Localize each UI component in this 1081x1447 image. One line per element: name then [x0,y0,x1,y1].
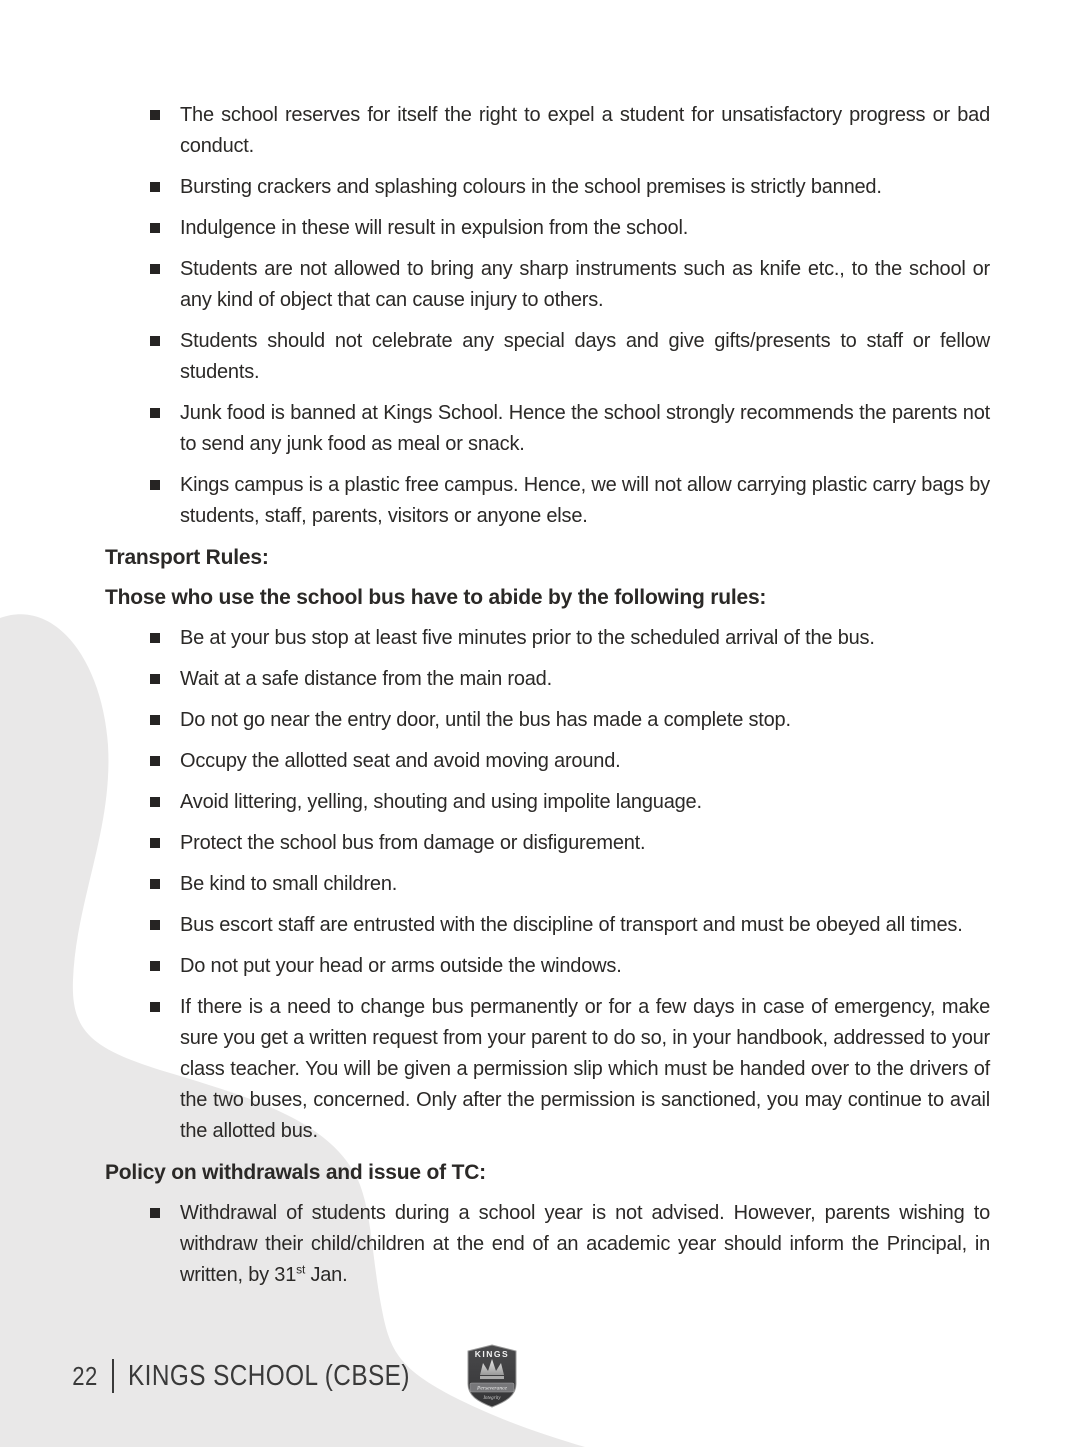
bullet-square-icon [150,715,160,725]
crown-base [480,1376,504,1379]
bullet-square-icon [150,920,160,930]
rule-text: Occupy the allotted seat and avoid moving around. [180,750,621,772]
list-item [150,910,990,941]
page-footer [70,1344,519,1408]
bullet-square-icon [150,480,160,490]
conduct-rules-list [105,100,990,532]
school-name: KINGS SCHOOL (CBSE) [127,1359,410,1392]
rule-text: Do not put your head or arms outside the windows. [180,955,622,977]
rule-text: Protect the school bus from damage or disfigurement. [180,832,646,854]
rule-text: The school reserves for itself the right to expel a student for unsatisfactory progress or bad conduct. [180,104,990,157]
rule-text [180,1198,990,1291]
list-item [150,213,990,244]
rule-text: If there is a need to change bus permanently or for a few days in case of emergency, make sure you get a written request from your parent to do so, in your handbook, addressed to your class teacher. You will be given a permission slip which must be handed over to the drivers of the two buses, concerned. Only after the permission is sanctioned, you may continue to avail the allotted bus. [180,996,990,1142]
bullet-square-icon [150,182,160,192]
bullet-square-icon [150,1208,160,1218]
list-item [150,1198,990,1291]
rule-text: Kings campus is a plastic free campus. Hence, we will not allow carrying plastic carry bags by students, staff, parents, visitors or anyone else. [180,474,990,527]
rule-text: Wait at a safe distance from the main road. [180,668,552,690]
logo-motto-perseverance: Perseverance [477,1385,508,1392]
list-item [150,172,990,203]
rule-text: Be kind to small children. [180,873,398,895]
page-number: 22 [72,1360,98,1391]
list-item [150,828,990,859]
list-item [150,992,990,1147]
bullet-square-icon [150,336,160,346]
bullet-square-icon [150,264,160,274]
rule-text: Bus escort staff are entrusted with the discipline of transport and must be obeyed all times. [180,914,963,936]
rule-text: Be at your bus stop at least five minutes prior to the scheduled arrival of the bus. [180,627,875,649]
bullet-square-icon [150,408,160,418]
withdrawal-text-before: Withdrawal of students during a school year is not advised. However, parents wishing to withdraw their child/children at the end of an academic year should inform the Principal, in written, by 31 [180,1202,990,1286]
bullet-square-icon [150,756,160,766]
list-item [150,470,990,532]
withdrawal-policy-list [105,1198,990,1291]
footer-divider [112,1359,114,1393]
rule-text: Do not go near the entry door, until the bus has made a complete stop. [180,709,791,731]
bullet-square-icon [150,223,160,233]
rule-text: Students are not allowed to bring any sharp instruments such as knife etc., to the school or any kind of object that can cause injury to others. [180,258,990,311]
bullet-square-icon [150,961,160,971]
withdrawal-policy-heading: Policy on withdrawals and issue of TC: [105,1161,486,1184]
rule-text: Students should not celebrate any special days and give gifts/presents to staff or fellow students. [180,330,990,383]
rule-text: Junk food is banned at Kings School. Hence the school strongly recommends the parents not to send any junk food as meal or snack. [180,402,990,455]
bullet-square-icon [150,110,160,120]
bullet-square-icon [150,674,160,684]
logo-motto-integrity: Integrity [483,1396,502,1401]
rule-text: Bursting crackers and splashing colours in the school premises is strictly banned. [180,176,882,198]
logo-title: KINGS [475,1349,510,1359]
list-item [150,787,990,818]
list-item [150,326,990,388]
list-item [150,398,990,460]
school-logo-badge [465,1344,519,1408]
transport-rules-heading: Transport Rules: [105,546,269,569]
list-item [150,869,990,900]
list-item [150,705,990,736]
list-item [150,951,990,982]
transport-rules-list [105,623,990,1147]
list-item [150,100,990,162]
rule-text: Avoid littering, yelling, shouting and using impolite language. [180,791,702,813]
rule-text: Indulgence in these will result in expulsion from the school. [180,217,689,239]
list-item [150,254,990,316]
bullet-square-icon [150,879,160,889]
bullet-square-icon [150,633,160,643]
list-item [150,623,990,654]
ordinal-superscript: st [296,1262,306,1277]
page-content [105,100,990,1301]
withdrawal-text-after: Jan. [305,1264,348,1286]
list-item [150,664,990,695]
bullet-square-icon [150,797,160,807]
bullet-square-icon [150,1002,160,1012]
bullet-square-icon [150,838,160,848]
list-item [150,746,990,777]
transport-rules-subheading: Those who use the school bus have to abide by the following rules: [105,586,767,609]
